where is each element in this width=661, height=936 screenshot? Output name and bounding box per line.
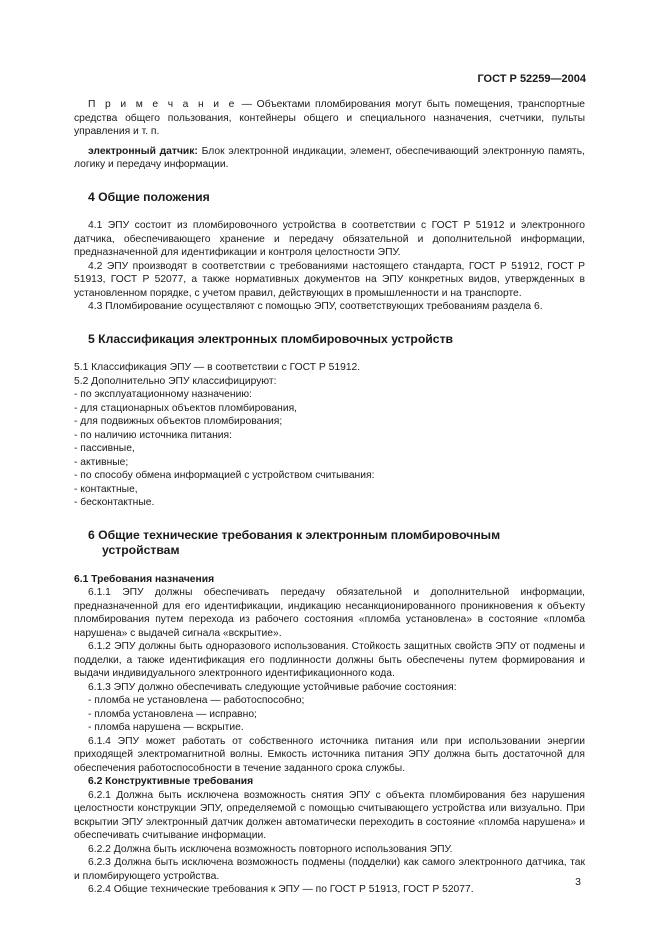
paragraph-6-1-3: 6.1.3 ЭПУ должно обеспечивать следующие устойчивые рабочие состояния:: [88, 681, 457, 693]
section-6-heading-line1: 6 Общие технические требования к электронным пломбировочным: [88, 527, 501, 542]
paragraph-4-1: 4.1 ЭПУ состоит из пломбировочного устройства в соответствии с ГОСТ Р 51912 и электронного датчика, обеспечивающего хранение и передачу обязательной и дополнительной информации, предназначенной для идентификации и контроля целостности ЭПУ.: [74, 220, 585, 258]
subsection-6-1-heading: 6.1 Требования назначения: [74, 573, 215, 585]
state-item: - пломба не установлена — работоспособно;: [88, 695, 305, 706]
section-4-heading: 4 Общие положения: [88, 189, 210, 204]
subsection-6-2-heading: 6.2 Конструктивные требования: [88, 776, 254, 787]
list-item: - для стационарных объектов пломбирования,: [74, 402, 298, 414]
list-item: - контактные,: [74, 483, 138, 495]
list-item: - по способу обмена информацией с устройством считывания:: [74, 470, 375, 481]
paragraph-4-2: 4.2 ЭПУ производят в соответствии с требованиями настоящего стандарта, ГОСТ Р 51912, ГОСТ Р 51913, ГОСТ Р 52077, а также нормативных документов на ЭПУ конкретных видов, утвержденных в установленном порядке, с учетом правил, действующих в промышленности и на транспорте.: [74, 260, 585, 299]
state-item: - пломба установлена — исправно;: [88, 708, 257, 720]
section-5-heading: 5 Классификация электронных пломбировочных устройств: [88, 331, 454, 346]
definition-text: Блок электронной индикации, элемент, обеспечивающий электронную память, логику и передачу информации.: [74, 145, 585, 170]
note-text: — Объектами пломбирования могут быть помещения, транспортные средства общего пользования, контейнеры общего и специального назначения, счетчики, пульты управления и т. п.: [74, 99, 586, 137]
list-item: - по эксплуатационному назначению:: [74, 389, 252, 400]
paragraph-5-2: 5.2 Дополнительно ЭПУ классифицируют:: [74, 375, 277, 387]
note-paragraph: [74, 98, 585, 139]
section-6-heading-line2: устройствам: [102, 543, 180, 557]
paragraph-6-1-1: 6.1.1 ЭПУ должны обеспечивать передачу обязательной и дополнительной информации, предназначенной для его идентификации, индикацию несанкционированного проникновения к объекту пломбирования путем перехода из рабочего состояния «пломба установлена» в состояние «пломба нарушена» с выдачей сигнала «вскрытие».: [74, 587, 585, 639]
page-content: [74, 98, 585, 897]
paragraph-6-2-4: 6.2.4 Общие технические требования к ЭПУ — по ГОСТ Р 51913, ГОСТ Р 52077.: [88, 884, 474, 895]
paragraph-6-2-3: 6.2.3 Должна быть исключена возможность подмены (подделки) как самого электронного датчика, так и пломбирующего устройства.: [74, 857, 585, 882]
note-label: П р и м е ч а н и е: [88, 99, 237, 110]
standard-header: ГОСТ Р 52259—2004: [477, 73, 586, 85]
paragraph-6-1-4: 6.1.4 ЭПУ может работать от собственного источника питания или при использовании энергии приходящей электромагнитной волны. Емкость источника питания ЭПУ должна быть достаточной для обеспечения работоспособности в течение заданного срока службы.: [74, 735, 585, 774]
page-number: 3: [575, 876, 581, 888]
list-item: - активные;: [74, 456, 129, 468]
definition-paragraph: [74, 145, 585, 172]
definition-term: электронный датчик:: [88, 145, 198, 157]
list-item: - по наличию источника питания:: [74, 429, 232, 441]
list-item: - для подвижных объектов пломбирования;: [74, 416, 283, 427]
list-item: - бесконтактные.: [74, 497, 155, 508]
section-6-heading: [74, 528, 585, 559]
paragraph-6-1-2: 6.1.2 ЭПУ должны быть одноразового использования. Стойкость защитных свойств ЭПУ от подмены и подделки, а также идентификация его подлинности должны быть обеспечены путем формирования и выдачи индивидуального электронного идентификационного кода.: [74, 641, 585, 679]
paragraph-4-3: 4.3 Пломбирование осуществляют с помощью ЭПУ, соответствующих требованиям раздела 6.: [88, 301, 543, 312]
state-item: - пломба нарушена — вскрытие.: [88, 722, 244, 733]
paragraph-5-1: 5.1 Классификация ЭПУ — в соответствии с ГОСТ Р 51912.: [74, 362, 361, 373]
paragraph-6-2-2: 6.2.2 Должна быть исключена возможность повторного использования ЭПУ.: [88, 843, 453, 855]
list-item: - пассивные,: [74, 443, 135, 454]
paragraph-6-2-1: 6.2.1 Должна быть исключена возможность снятия ЭПУ с объекта пломбирования без нарушения целостности конструкции ЭПУ, определяемой с помощью считывающего устройства или визуально. При вскрытии ЭПУ электронный датчик должен автоматически переходить в состояние «пломба нарушена» и обеспечивать считывание информации.: [74, 789, 585, 841]
